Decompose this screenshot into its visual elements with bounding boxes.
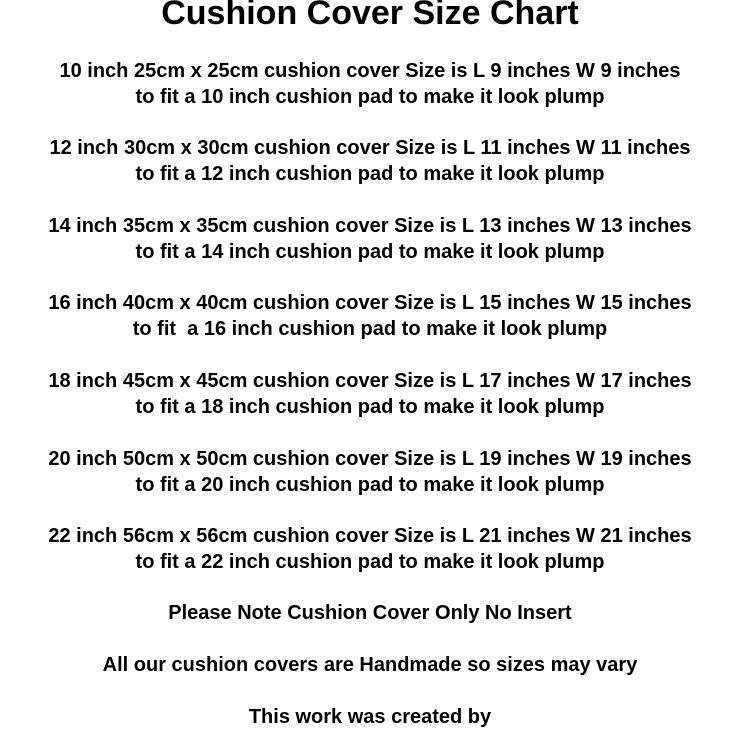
size-entry-10-inch [0, 58, 740, 110]
size-entry-18-inch [0, 368, 740, 420]
size-entry-dimensions: 22 inch 56cm x 56cm cushion cover Size is L 21 inches W 21 inches [48, 525, 692, 547]
size-entry-22-inch [0, 523, 740, 575]
size-entry-12-inch [0, 135, 740, 187]
handmade-note: All our cushion covers are Handmade so sizes may vary [102, 654, 638, 676]
size-entry-dimensions: 10 inch 25cm x 25cm cushion cover Size is L 9 inches W 9 inches [59, 60, 681, 82]
size-entry-fit: to fit a 16 inch cushion pad to make it look plump [132, 318, 608, 340]
size-entry-dimensions: 20 inch 50cm x 50cm cushion cover Size is L 19 inches W 19 inches [48, 448, 692, 470]
size-entry-fit: to fit a 10 inch cushion pad to make it look plump [135, 86, 605, 108]
size-entry-fit: to fit a 18 inch cushion pad to make it look plump [135, 396, 605, 418]
no-insert-note: Please Note Cushion Cover Only No Insert [168, 602, 572, 624]
size-entry-fit: to fit a 12 inch cushion pad to make it look plump [135, 163, 605, 185]
size-entry-16-inch [0, 290, 740, 342]
size-entry-fit: to fit a 22 inch cushion pad to make it look plump [135, 551, 605, 573]
size-entry-dimensions: 14 inch 35cm x 35cm cushion cover Size is L 13 inches W 13 inches [48, 215, 692, 237]
credit-name-cut-off [0, 730, 740, 736]
size-entry-dimensions: 18 inch 45cm x 45cm cushion cover Size is L 17 inches W 17 inches [48, 370, 692, 392]
size-entry-dimensions: 16 inch 40cm x 40cm cushion cover Size is L 15 inches W 15 inches [48, 292, 692, 314]
size-entry-fit: to fit a 14 inch cushion pad to make it look plump [135, 241, 605, 263]
credit-line: This work was created by [248, 706, 492, 728]
size-entry-20-inch [0, 446, 740, 498]
size-entry-fit: to fit a 20 inch cushion pad to make it look plump [135, 474, 605, 496]
size-entry-14-inch [0, 213, 740, 265]
page-title: Cushion Cover Size Chart [161, 0, 579, 32]
size-entry-dimensions: 12 inch 30cm x 30cm cushion cover Size is L 11 inches W 11 inches [49, 137, 691, 159]
